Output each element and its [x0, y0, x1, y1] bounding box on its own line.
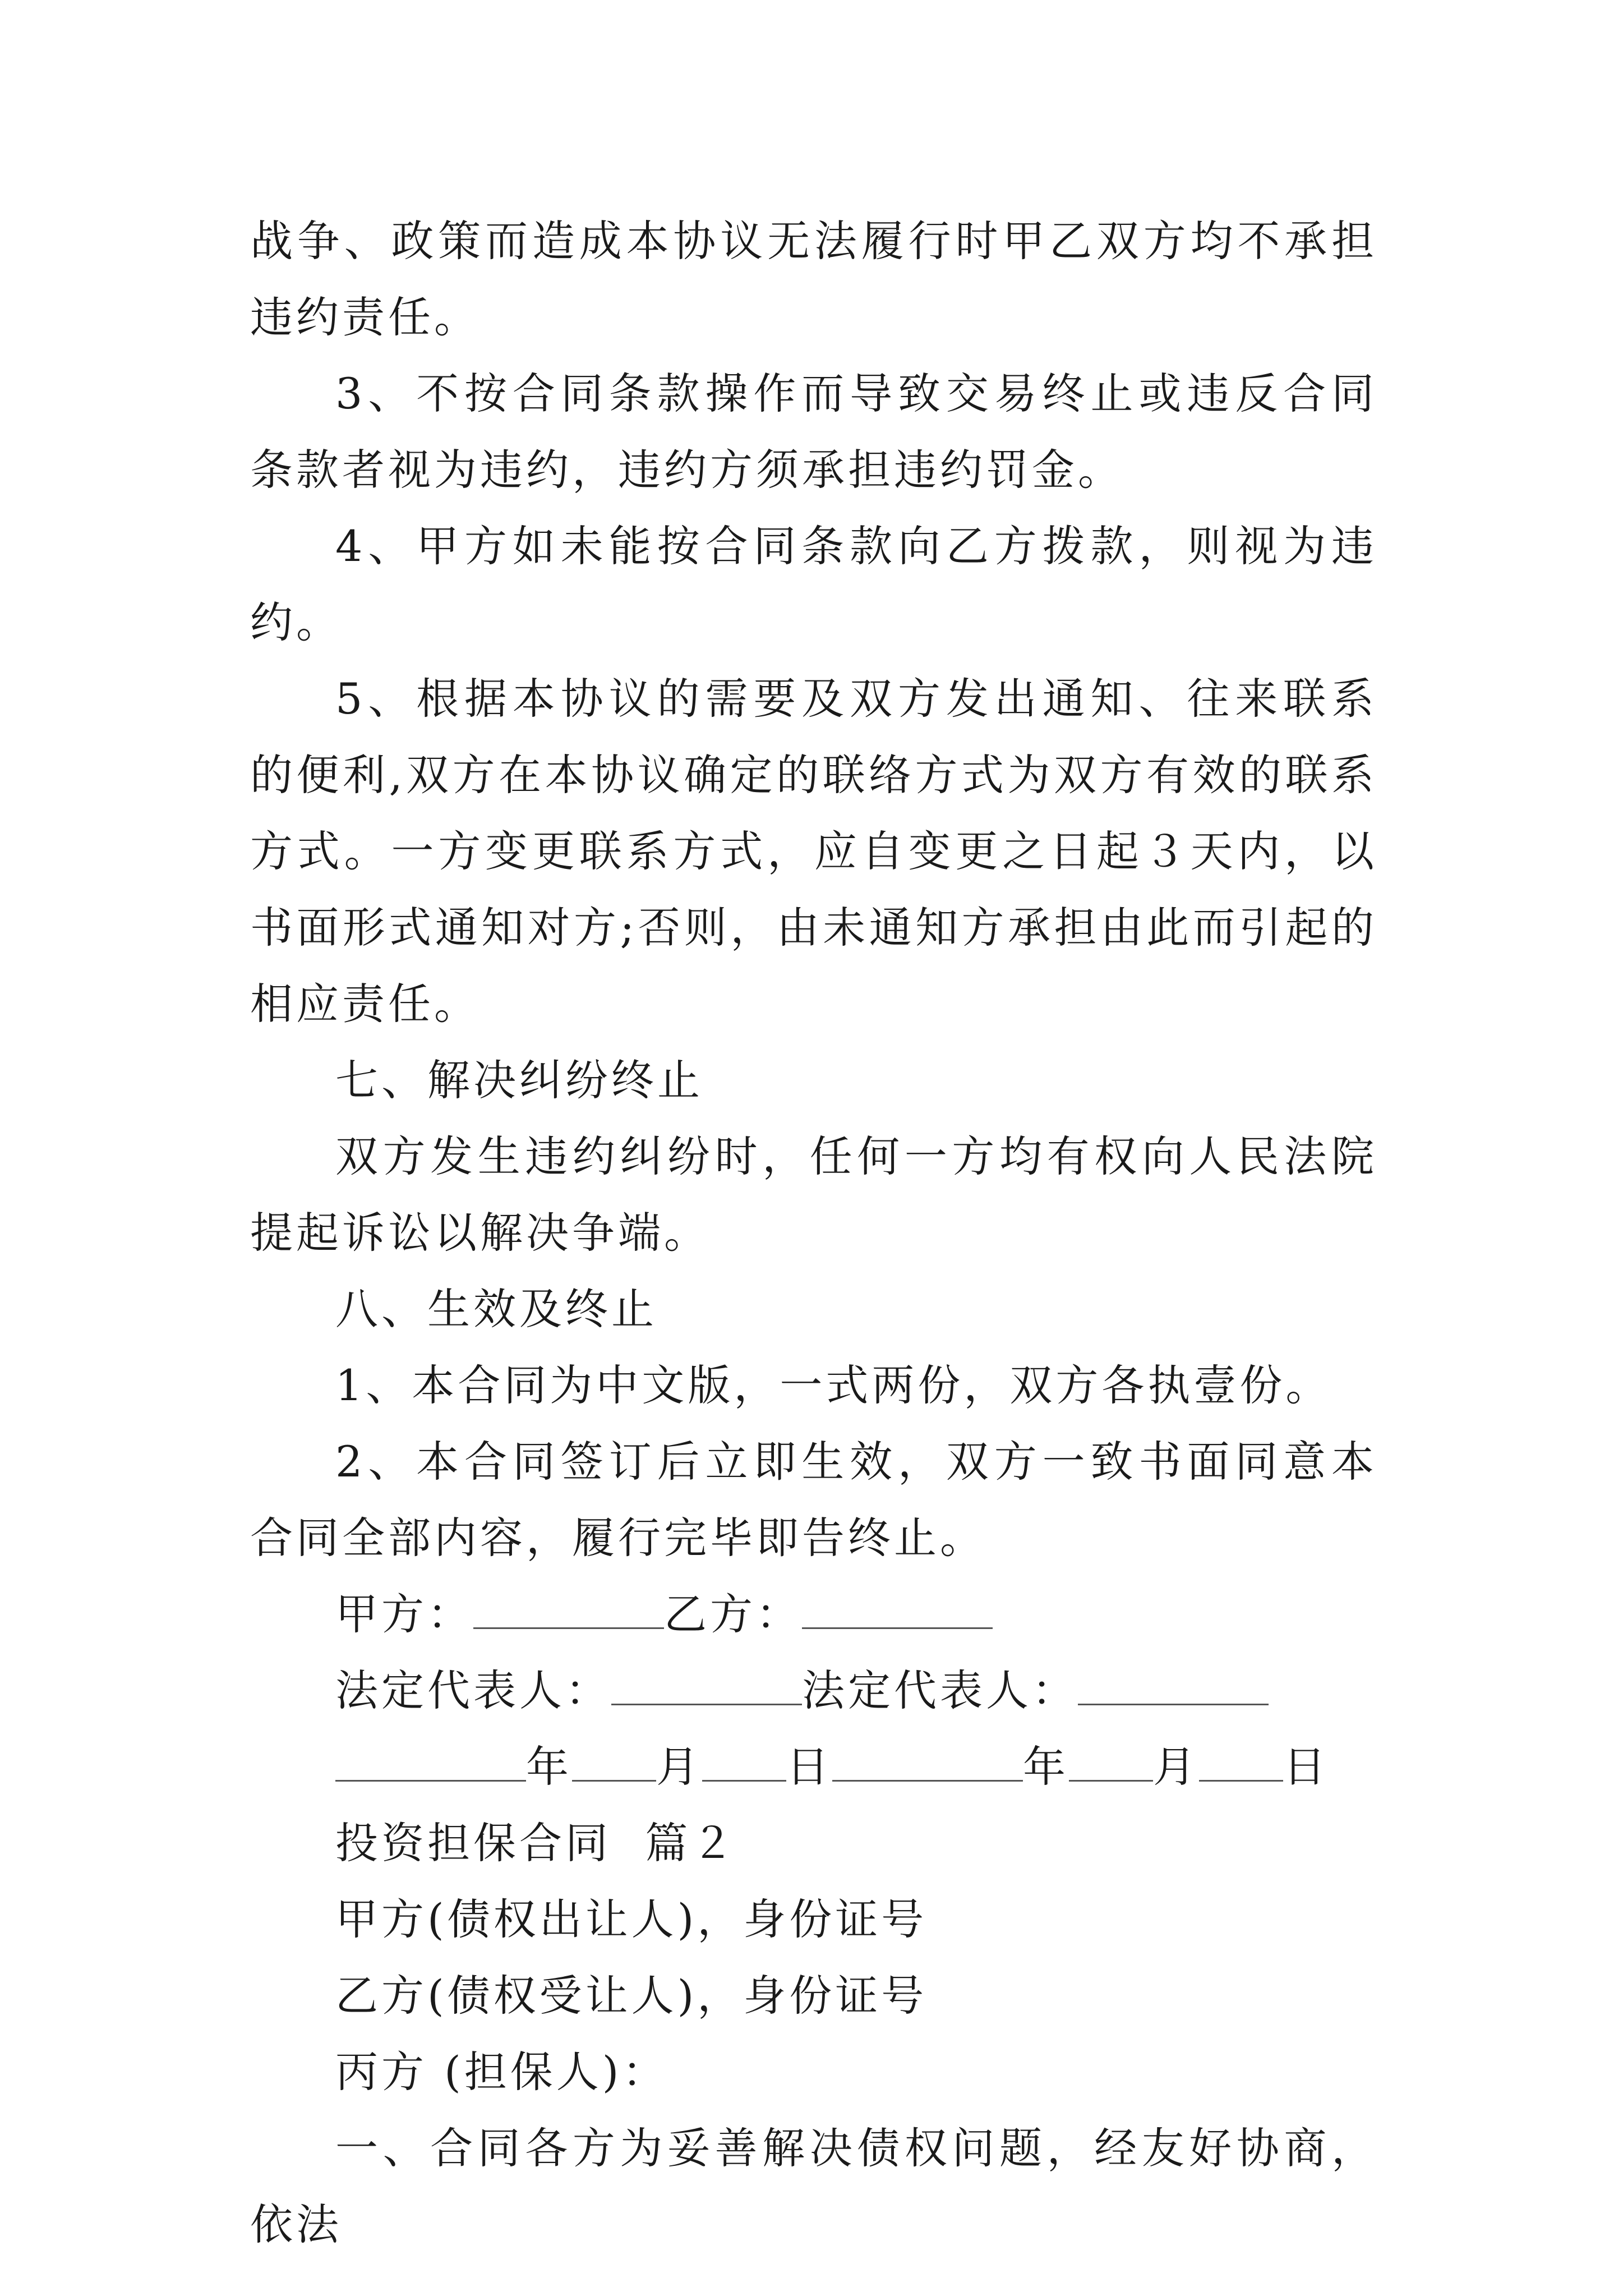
date-b-day-label: 日 — [1283, 1742, 1329, 1792]
section-8-item-2: 2、本合同签订后立即生效，双方一致书面同意本合同全部内容，履行完毕即告终止。 — [250, 1437, 1377, 1563]
date-b-year-blank[interactable] — [832, 1744, 1023, 1782]
party-a-label: 甲方： — [335, 1589, 473, 1639]
contract-2-party-c: 丙方 (担保人)： — [335, 2047, 668, 2097]
signature-parties-line — [250, 1576, 1377, 1653]
signature-representatives-line — [250, 1653, 1377, 1729]
date-b-year-label: 年 — [1023, 1742, 1069, 1792]
section-8-heading: 八、生效及终止 — [335, 1284, 657, 1334]
contract-2-clause-1: 一、合同各方为妥善解决债权问题，经友好协商，依法 — [250, 2123, 1377, 2249]
date-a-month-blank[interactable] — [572, 1744, 656, 1782]
date-a-month-label: 月 — [656, 1742, 702, 1792]
party-b-blank[interactable] — [802, 1591, 993, 1629]
date-a-year-label: 年 — [526, 1742, 572, 1792]
contract-2-title: 投资担保合同 篇２ — [335, 1818, 737, 1868]
document-body — [250, 203, 1377, 2263]
date-b-month-label: 月 — [1153, 1742, 1199, 1792]
rep-b-label: 法定代表人： — [802, 1665, 1078, 1715]
section-8-item-1: 1、本合同为中文版，一式两份，双方各执壹份。 — [335, 1360, 1332, 1410]
date-b-day-blank[interactable] — [1199, 1744, 1283, 1782]
section-7-heading: 七、解决纠纷终止 — [335, 1055, 703, 1105]
rep-b-blank[interactable] — [1078, 1668, 1269, 1705]
contract-2-party-a: 甲方(债权出让人)，身份证号 — [335, 1894, 928, 1944]
date-a-year-blank[interactable] — [335, 1744, 526, 1782]
breach-clause-3: 3、不按合同条款操作而导致交易终止或违反合同条款者视为违约，违约方须承担违约罚金。 — [250, 369, 1377, 495]
force-majeure-paragraph: 战争、政策而造成本协议无法履行时甲乙双方均不承担违约责任。 — [250, 216, 1377, 342]
party-a-blank[interactable] — [473, 1591, 664, 1629]
rep-a-label: 法定代表人： — [335, 1665, 611, 1715]
rep-a-blank[interactable] — [611, 1668, 802, 1705]
date-a-day-label: 日 — [786, 1742, 832, 1792]
section-7-body: 双方发生违约纠纷时，任何一方均有权向人民法院提起诉讼以解决争端。 — [250, 1131, 1377, 1258]
date-b-month-blank[interactable] — [1069, 1744, 1153, 1782]
breach-clause-5: 5、根据本协议的需要及双方发出通知、往来联系的便利,双方在本协议确定的联络方式为双方有效的联系方式。一方变更联系方式，应自变更之日起３天内，以书面形式通知对方;否则，由未通知方承担由此而引起的相应责任。 — [250, 674, 1377, 1029]
breach-clause-4: 4、甲方如未能按合同条款向乙方拨款，则视为违约。 — [250, 521, 1377, 647]
party-b-label: 乙方： — [664, 1589, 802, 1639]
contract-2-party-b: 乙方(债权受让人)，身份证号 — [335, 1971, 928, 2021]
signature-dates-line — [250, 1729, 1377, 1805]
date-a-day-blank[interactable] — [702, 1744, 786, 1782]
